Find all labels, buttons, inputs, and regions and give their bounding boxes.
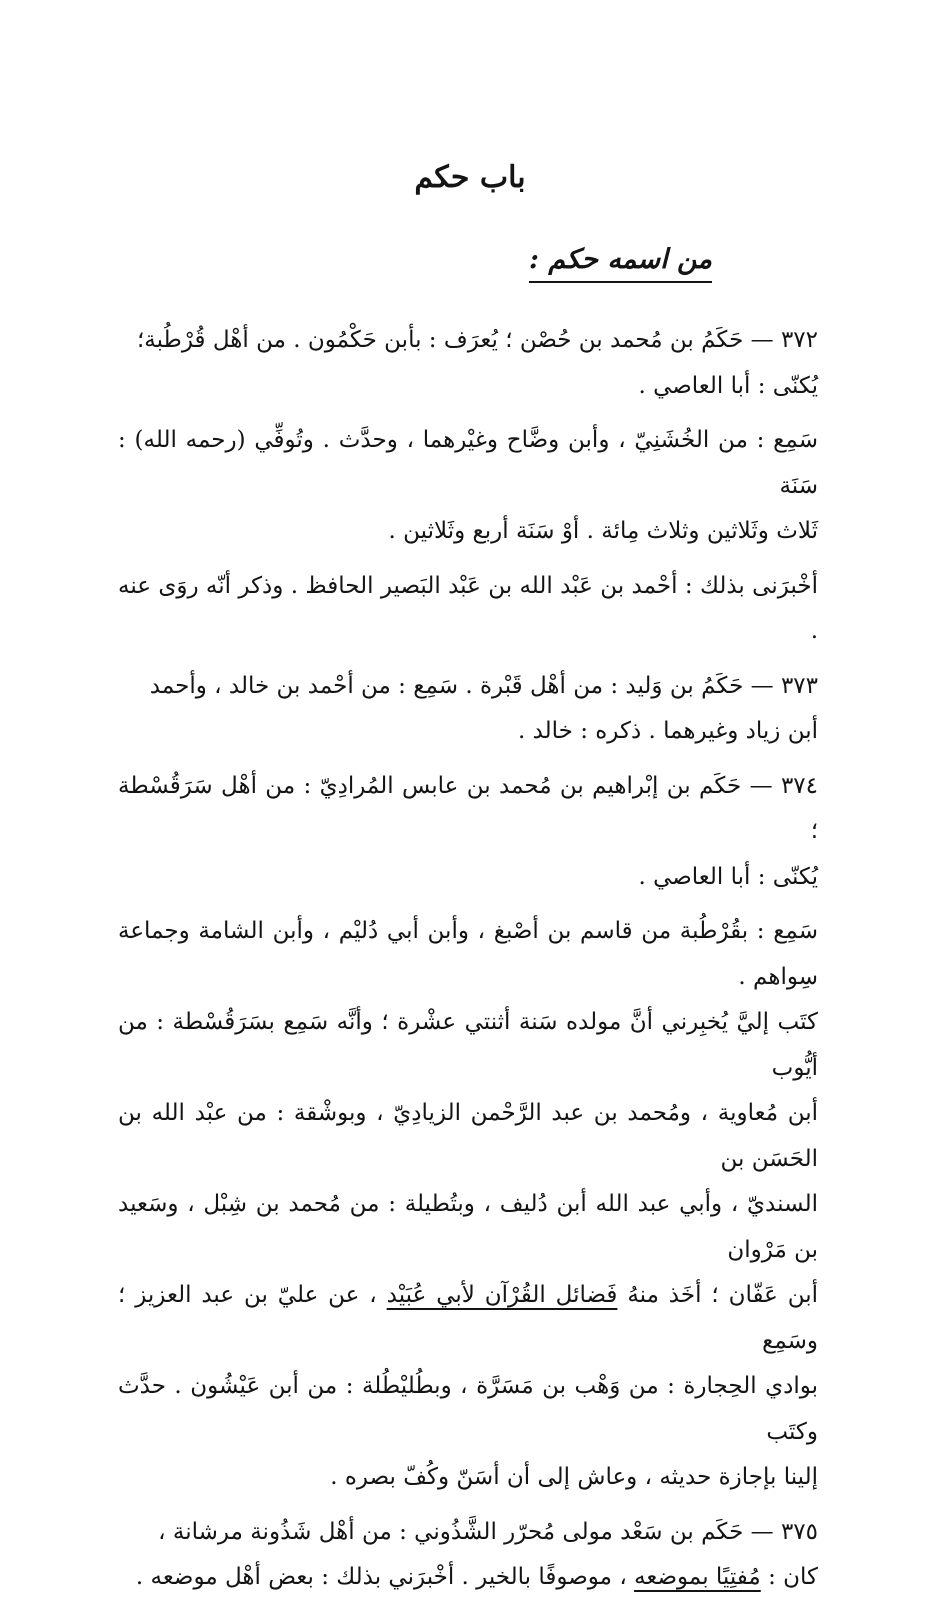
entry-line: ٣٧٢ — حَكَمُ بن مُحمد بن حُصْن ؛ يُعرَف : بأبن حَكْمُون . من أهْل قُرْطُبة؛ [136,327,818,353]
body-text [118,318,818,1610]
entry-line: سَمِع : من الخُشَنِيّ ، وأبن وضَّاح وغيْرهما ، وحدَّث . وتُوفِّي (رحمه الله) : سَنَة [118,427,818,499]
underlined-phrase: مُفتِيًا بموضعه [634,1564,761,1590]
paragraph-372-source [118,564,818,655]
paragraph-372-narration [118,418,818,555]
entry-line: بوادي الحِجارة : من وَهْب بن مَسَرَّة ، وبطُليْطُلة : من أبن عَيْشُون . حدَّث وكتَب [118,1373,818,1445]
entry-line: إلينا بإجازة حديثه ، وعاش إلى أن أسَنّ وكُفّ بصره . [330,1464,818,1490]
section-heading: من اسمه حكم : [529,244,712,283]
book-title-underlined: فَضائل القُرْآن لأبي عُبَيْد [386,1282,618,1308]
entry-374 [118,764,818,901]
entry-line: أخْبرَنى بذلك : أحْمد بن عَبْد الله بن عَبْد البَصير الحافظ . وذكر أنّه روَى عنه . [118,572,818,644]
entry-line: أبن مُعاوية ، ومُحمد بن عبد الرَّحْمن الزيادِيّ ، وبوشْقة : من عبْد الله بن الحَسَن بن [118,1100,818,1172]
entry-line: كان : [768,1564,818,1590]
paragraph-374-narration [118,909,818,1501]
entry-line: يُكنّى : أبا العاصي . [638,863,818,890]
entry-372 [118,318,818,409]
entry-line: ثَلاث وثَلاثين وثلاث مِائة . أوْ سَنَة أربع وثَلاثين . [388,518,818,544]
entry-line: أبن زياد وغيرهما . ذكره : خالد . [517,718,818,744]
entry-line: ٣٧٣ — حَكَمُ بن وَليد : من أهْل قَبْرة . سَمِع : من أحْمد بن خالد ، وأحمد [149,672,818,699]
entry-line: السنديّ ، وأبي عبد الله أبن دُليف ، وبتُطيلة : من مُحمد بن شِبْل ، وسَعيد بن مَرْوان [118,1191,818,1263]
chapter-title: باب حكم [414,160,526,195]
entry-line: أبن عَفّان ؛ أخَذ منهُ [627,1282,819,1308]
entry-line: ، عن عليّ بن عبد العزيز ؛ وسَمِع [118,1282,818,1354]
entry-line: سَمِع : بقُرْطُبة من قاسم بن أصْبغ ، وأبن أبي دُليْم ، وأبن الشامة وجماعة سِواهم . [118,918,818,990]
entry-line: يُكنّى : أبا العاصي . [638,372,818,399]
entry-375 [118,1510,818,1601]
entry-373 [118,664,818,755]
entry-line: ٣٧٥ — حَكَم بن سَعْد مولى مُحرّر الشَّذُوني : من أهْل شَذُونة مرشانة ، [158,1518,818,1545]
entry-line: كتَب إليَّ يُخبِرني أنَّ مولده سَنة أثنتي عشْرة ؛ وأنَّه سَمِع بسَرَقُسْطة : من أيُّوب [118,1009,818,1081]
entry-line: ٣٧٤ — حَكَم بن إبْراهيم بن مُحمد بن عابس المُرادِيّ : من أهْل سَرَقُسْطة ؛ [118,772,818,844]
entry-line: ، موصوفًا بالخير . أخْبرَني بذلك : بعض أهْل موضعه . [135,1564,627,1590]
